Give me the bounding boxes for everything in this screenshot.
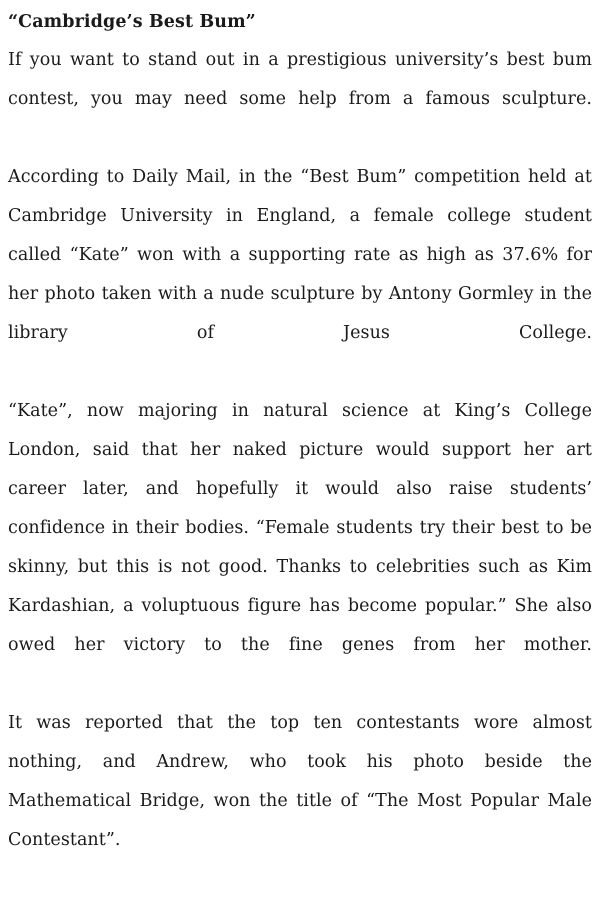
- page-title: “Cambridge’s Best Bum”: [8, 12, 256, 32]
- body-paragraph-2: According to Daily Mail, in the “Best Bum” competition held at Cambridge University in England, a female college student called “Kate” won with a supporting rate as high as 37.6% for her photo taken with a nude sculpture by Antony Gormley in the library of Jesus College.: [8, 167, 592, 344]
- body-paragraph-1: If you want to stand out in a prestigious university’s best bum contest, you may need some help from a famous sculpture.: [8, 50, 592, 110]
- body-paragraph-4: It was reported that the top ten contestants wore almost nothing, and Andrew, who took his photo beside the Mathematical Bridge, won the title of “The Most Popular Male Contestant”.: [8, 713, 592, 851]
- body-paragraph-3: “Kate”, now majoring in natural science at King’s College London, said that her naked picture would support her art career later, and hopefully it would also raise students’ confidence in their bodies. “Female students try their best to be skinny, but this is not good. Thanks to celebrities such as Kim Kardashian, a voluptuous figure has become popular.” She also owed her victory to the fine genes from her mother.: [8, 401, 592, 656]
